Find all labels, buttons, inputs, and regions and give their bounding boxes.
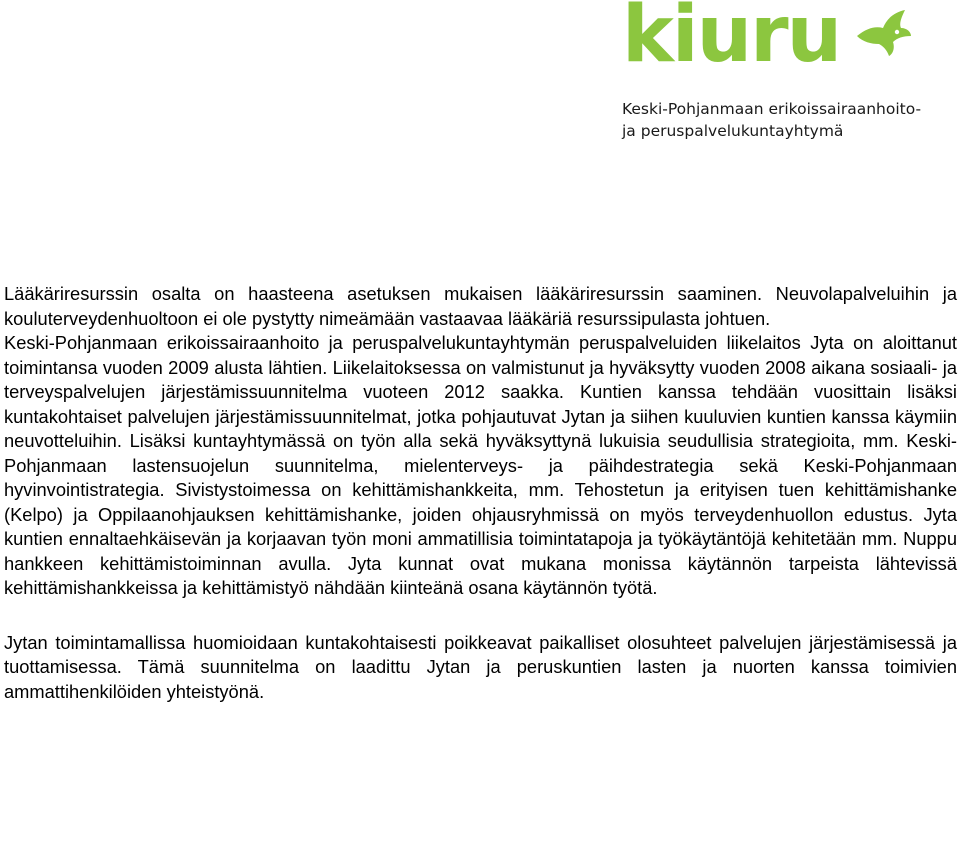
paragraph-jyta-operating-model: Jytan toimintamallissa huomioidaan kuntakohtaisesti poikkeavat paikalliset olosuhteet palvelujen järjestämisessä ja tuottamisessa. Tämä suunnitelma on laadittu Jytan ja peruskuntien lasten ja nuorten kanssa toimivien ammattihenkilöiden yhteistyönä. (4, 631, 957, 702)
paragraph-physician-resources: Lääkäriresurssin osalta on haasteena asetuksen mukaisen lääkäriresurssin saaminen. Neuvolapalveluihin ja kouluterveydenhuoltoon ei ole pystytty nimeämään vastaavaa lääkäriä resurssipulasta johtuen. (4, 283, 957, 329)
document-body (4, 282, 957, 704)
bird-icon (853, 6, 913, 58)
kiuru-logo (618, 0, 948, 144)
paragraph-jyta-organization: Keski-Pohjanmaan erikoissairaanhoito ja peruspalvelukuntayhtymän peruspalveluiden liikelaitos Jyta on aloittanut toimintansa vuoden 2009 alusta lähtien. Liikelaitoksessa on valmistunut ja hyväksytty vuoden 2008 aikana sosiaali- ja terveyspalvelujen järjestämissuunnitelma vuoteen 2012 saakka. Kuntien kanssa tehdään vuosittain lisäksi kuntakohtaiset palvelujen järjestämissuunnitelmat, jotka pohjautuvat Jytan ja siihen kuuluvien kuntien kanssa käymiin neuvotteluihin. Lisäksi kuntayhtymässä on työn alla sekä hyväksyttynä lukuisia seudullisia strategioita, mm. Keski-Pohjanmaan lastensuojelun suunnitelma, mielenterveys- ja päihdestrategia sekä Keski-Pohjanmaan hyvinvointistrategia. Sivistystoimessa on kehittämishankkeita, mm. Tehostetun ja erityisen tuen kehittämishanke (Kelpo) ja Oppilaanohjauksen kehittämishanke, joiden ohjausryhmissä on myös terveydenhuollon edustus. Jyta kuntien ennaltaehkäisevän ja korjaavan työn moni ammatillisia toimintatapoja ja työkäytäntöjä kehitetään mm. Nuppu hankkeen kehittämistoiminnan avulla. Jyta kunnat ovat mukana monissa käytännön tarpeista lähtevissä kehittämishankkeissa ja kehittämistyö nähdään kiinteänä osana käytännön työtä. (4, 332, 957, 598)
logo-org-line-2: ja peruspalvelukuntayhtymä (622, 122, 844, 140)
logo-organization-name (622, 98, 921, 142)
logo-org-line-1: Keski-Pohjanmaan erikoissairaanhoito- (622, 100, 922, 118)
logo-wordmark: kiuru (622, 0, 841, 80)
